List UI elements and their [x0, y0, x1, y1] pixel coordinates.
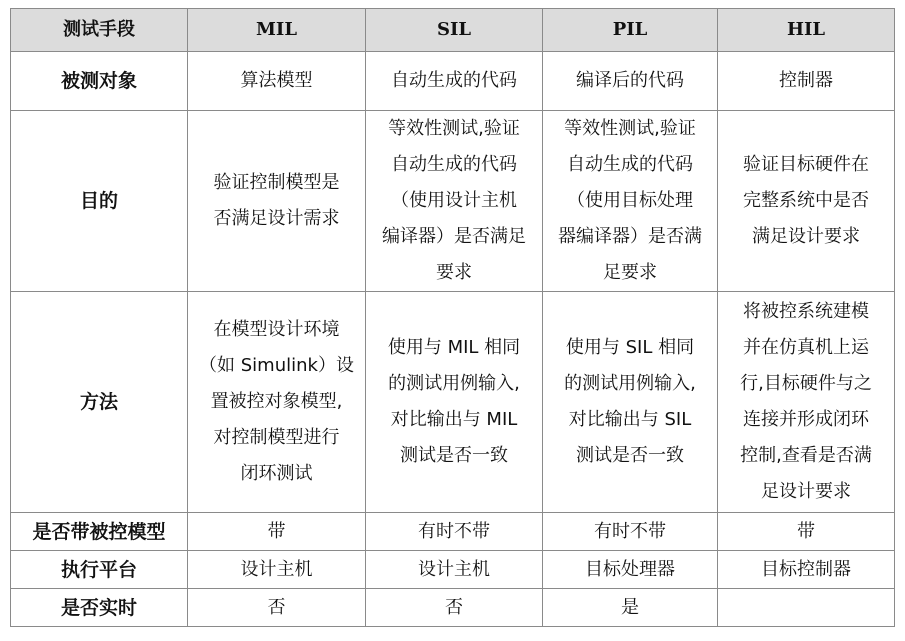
row-label: 执行平台	[11, 551, 188, 589]
table-cell: 有时不带	[366, 513, 543, 551]
table-cell: 等效性测试,验证 自动生成的代码 （使用设计主机 编译器）是否满足 要求	[366, 111, 543, 292]
header-cell: HIL	[718, 9, 895, 52]
table-cell: 等效性测试,验证 自动生成的代码 （使用目标处理 器编译器）是否满 足要求	[543, 111, 718, 292]
header-cell: PIL	[543, 9, 718, 52]
table-row	[11, 292, 895, 513]
row-label: 被测对象	[11, 52, 188, 111]
table-cell: 算法模型	[188, 52, 366, 111]
table-cell: 将被控系统建模 并在仿真机上运 行,目标硬件与之 连接并形成闭环 控制,查看是否满 足设计要求	[718, 292, 895, 513]
header-cell: SIL	[366, 9, 543, 52]
row-label: 是否实时	[11, 589, 188, 627]
table-cell: 目标处理器	[543, 551, 718, 589]
comparison-table	[10, 8, 895, 627]
row-label: 是否带被控模型	[11, 513, 188, 551]
table-cell: 使用与 SIL 相同 的测试用例输入, 对比输出与 SIL 测试是否一致	[543, 292, 718, 513]
table-cell: 是	[543, 589, 718, 627]
table-row	[11, 589, 895, 627]
row-label: 目的	[11, 111, 188, 292]
header-cell: MIL	[188, 9, 366, 52]
table-cell: 设计主机	[366, 551, 543, 589]
table-cell: 使用与 MIL 相同 的测试用例输入, 对比输出与 MIL 测试是否一致	[366, 292, 543, 513]
table-header-row	[11, 9, 895, 52]
header-cell: 测试手段	[11, 9, 188, 52]
table-cell: 目标控制器	[718, 551, 895, 589]
table-cell: 否	[366, 589, 543, 627]
table-cell: 设计主机	[188, 551, 366, 589]
table-cell: 带	[718, 513, 895, 551]
table-cell: 有时不带	[543, 513, 718, 551]
table-cell: 带	[188, 513, 366, 551]
table-cell	[718, 589, 895, 627]
table-row	[11, 111, 895, 292]
table-cell: 自动生成的代码	[366, 52, 543, 111]
table-cell: 验证控制模型是 否满足设计需求	[188, 111, 366, 292]
table-cell: 否	[188, 589, 366, 627]
comparison-table-container	[10, 8, 895, 627]
table-row	[11, 513, 895, 551]
table-cell: 控制器	[718, 52, 895, 111]
table-row	[11, 551, 895, 589]
table-cell: 编译后的代码	[543, 52, 718, 111]
table-row	[11, 52, 895, 111]
table-cell: 在模型设计环境 （如 Simulink）设 置被控对象模型, 对控制模型进行 闭环测试	[188, 292, 366, 513]
row-label: 方法	[11, 292, 188, 513]
table-cell: 验证目标硬件在 完整系统中是否 满足设计要求	[718, 111, 895, 292]
